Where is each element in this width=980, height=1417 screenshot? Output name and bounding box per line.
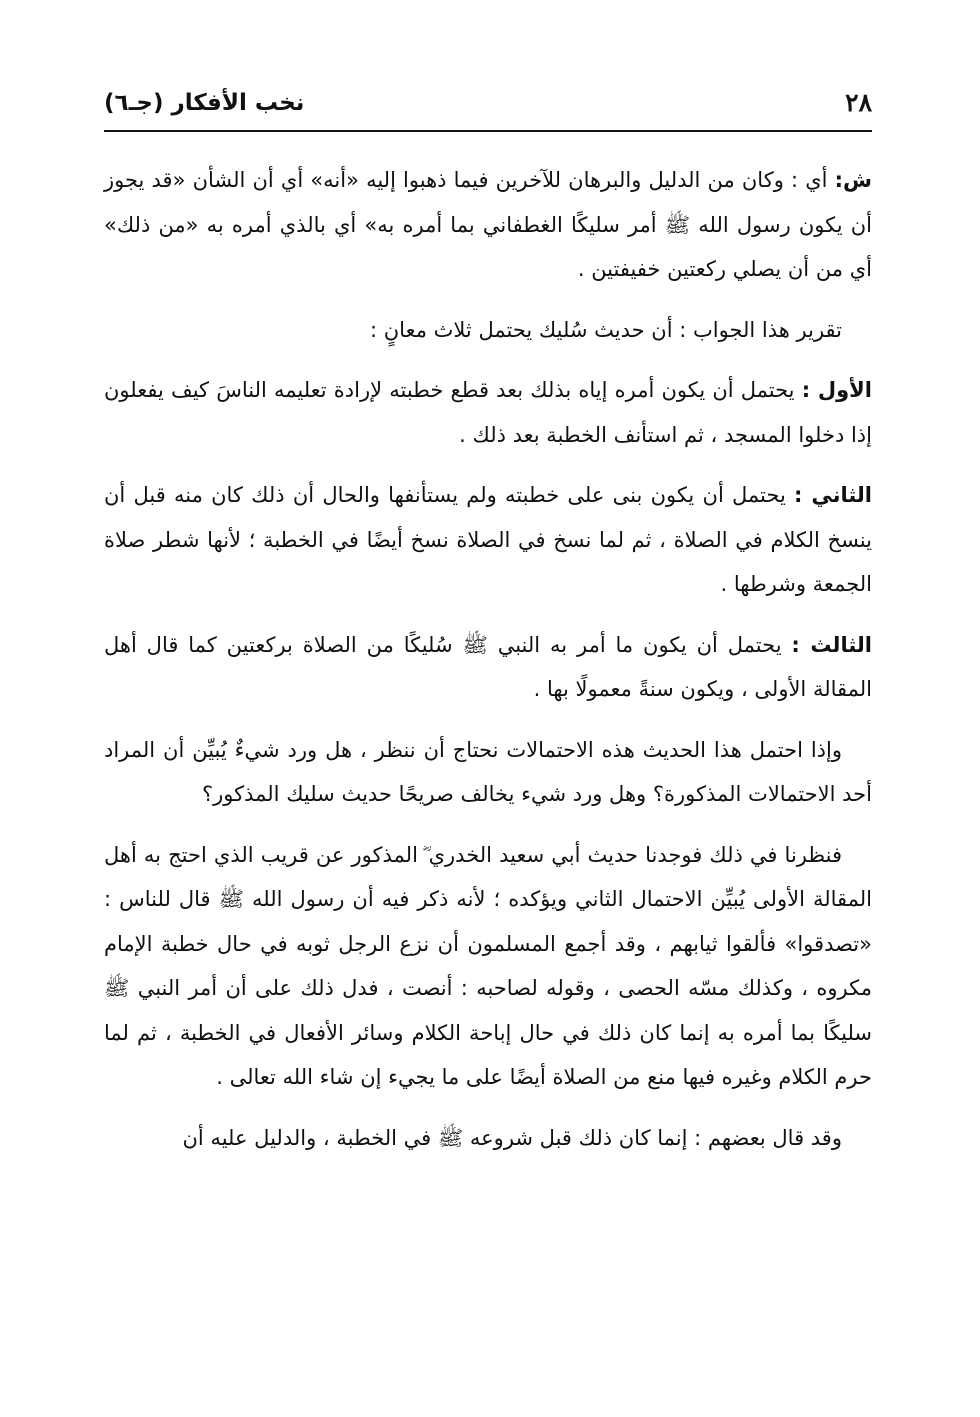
paragraph-text: فنظرنا في ذلك فوجدنا حديث أبي سعيد الخدري ؓ المذكور عن قريب الذي احتج به أهل المقالة الأولى يُبيِّن الاحتمال الثاني ويؤكده ؛ لأنه ذكر فيه أن رسول الله ﷺ قال للناس : «تصدقوا» فألقوا ثيابهم ، وقد أجمع المسلمون أن نزع الرجل ثوبه في حال خطبة الإمام مكروه ، وكذلك مسّه الحصى ، وقوله لصاحبه : أنصت ، فدل ذلك على أن أمر النبي ﷺ سليكًا بما أمره به إنما كان ذلك في حال إباحة الكلام وسائر الأفعال في الخطبة ، ثم لما حرم الكلام وغيره فيها منع من الصلاة أيضًا على ما يجيء إن شاء الله تعالى . [104, 842, 872, 1089]
page-number: ٢٨ [845, 88, 872, 117]
paragraph-text: يحتمل أن يكون بنى على خطبته ولم يستأنفها والحال أن ذلك كان منه قبل أن ينسخ الكلام في الصلاة ، ثم لما نسخ في الصلاة نسخ أيضًا في الخطبة ؛ لأنها شطر صلاة الجمعة وشرطها . [104, 483, 872, 596]
paragraph-lead: الثالث : [791, 632, 872, 657]
paragraph-lead: الثاني : [794, 483, 872, 507]
paragraph-commentary [104, 158, 872, 292]
paragraph-text: أي : وكان من الدليل والبرهان للآخرين فيما ذهبوا إليه «أنه» أي أن الشأن «قد يجوز أن يكون رسول الله ﷺ أمر سليكًا الغطفاني بما أمره به» أي بالذي أمره به «من ذلك» أي من أن يصلي ركعتين خفيفتين . [104, 168, 872, 281]
page-header [104, 86, 872, 128]
paragraph-question [104, 728, 872, 817]
paragraph-text: يحتمل أن يكون ما أمر به النبي ﷺ سُليكًا من الصلاة بركعتين كما قال أهل المقالة الأولى ، ويكون سنةً معمولًا بها . [104, 632, 872, 701]
paragraph-lead: الأول : [801, 378, 872, 402]
paragraph-text: تقرير هذا الجواب : أن حديث سُليك يحتمل ثلاث معانٍ : [370, 317, 842, 342]
paragraph-continuation [104, 1116, 872, 1161]
book-title: نخب الأفكار (جـ٦) [104, 90, 305, 116]
paragraph-first [104, 368, 872, 457]
paragraph-summary [104, 308, 872, 353]
paragraph-text: يحتمل أن يكون أمره إياه بذلك بعد قطع خطبته لإرادة تعليمه الناسَ كيف يفعلون إذا دخلوا المسجد ، ثم استأنف الخطبة بعد ذلك . [104, 378, 872, 447]
paragraph-lead: ش: [834, 168, 872, 192]
header-divider [104, 130, 872, 132]
paragraph-second [104, 473, 872, 607]
page-body [104, 158, 872, 1176]
paragraph-text: وإذا احتمل هذا الحديث هذه الاحتمالات نحتاج أن ننظر ، هل ورد شيءٌ يُبيِّن أن المراد أحد الاحتمالات المذكورة؟ وهل ورد شيء يخالف صريحًا حديث سليك المذكور؟ [104, 737, 872, 806]
paragraph-analysis [104, 833, 872, 1100]
paragraph-third [104, 623, 872, 712]
paragraph-text: وقد قال بعضهم : إنما كان ذلك قبل شروعه ﷺ في الخطبة ، والدليل عليه أن [182, 1125, 842, 1150]
